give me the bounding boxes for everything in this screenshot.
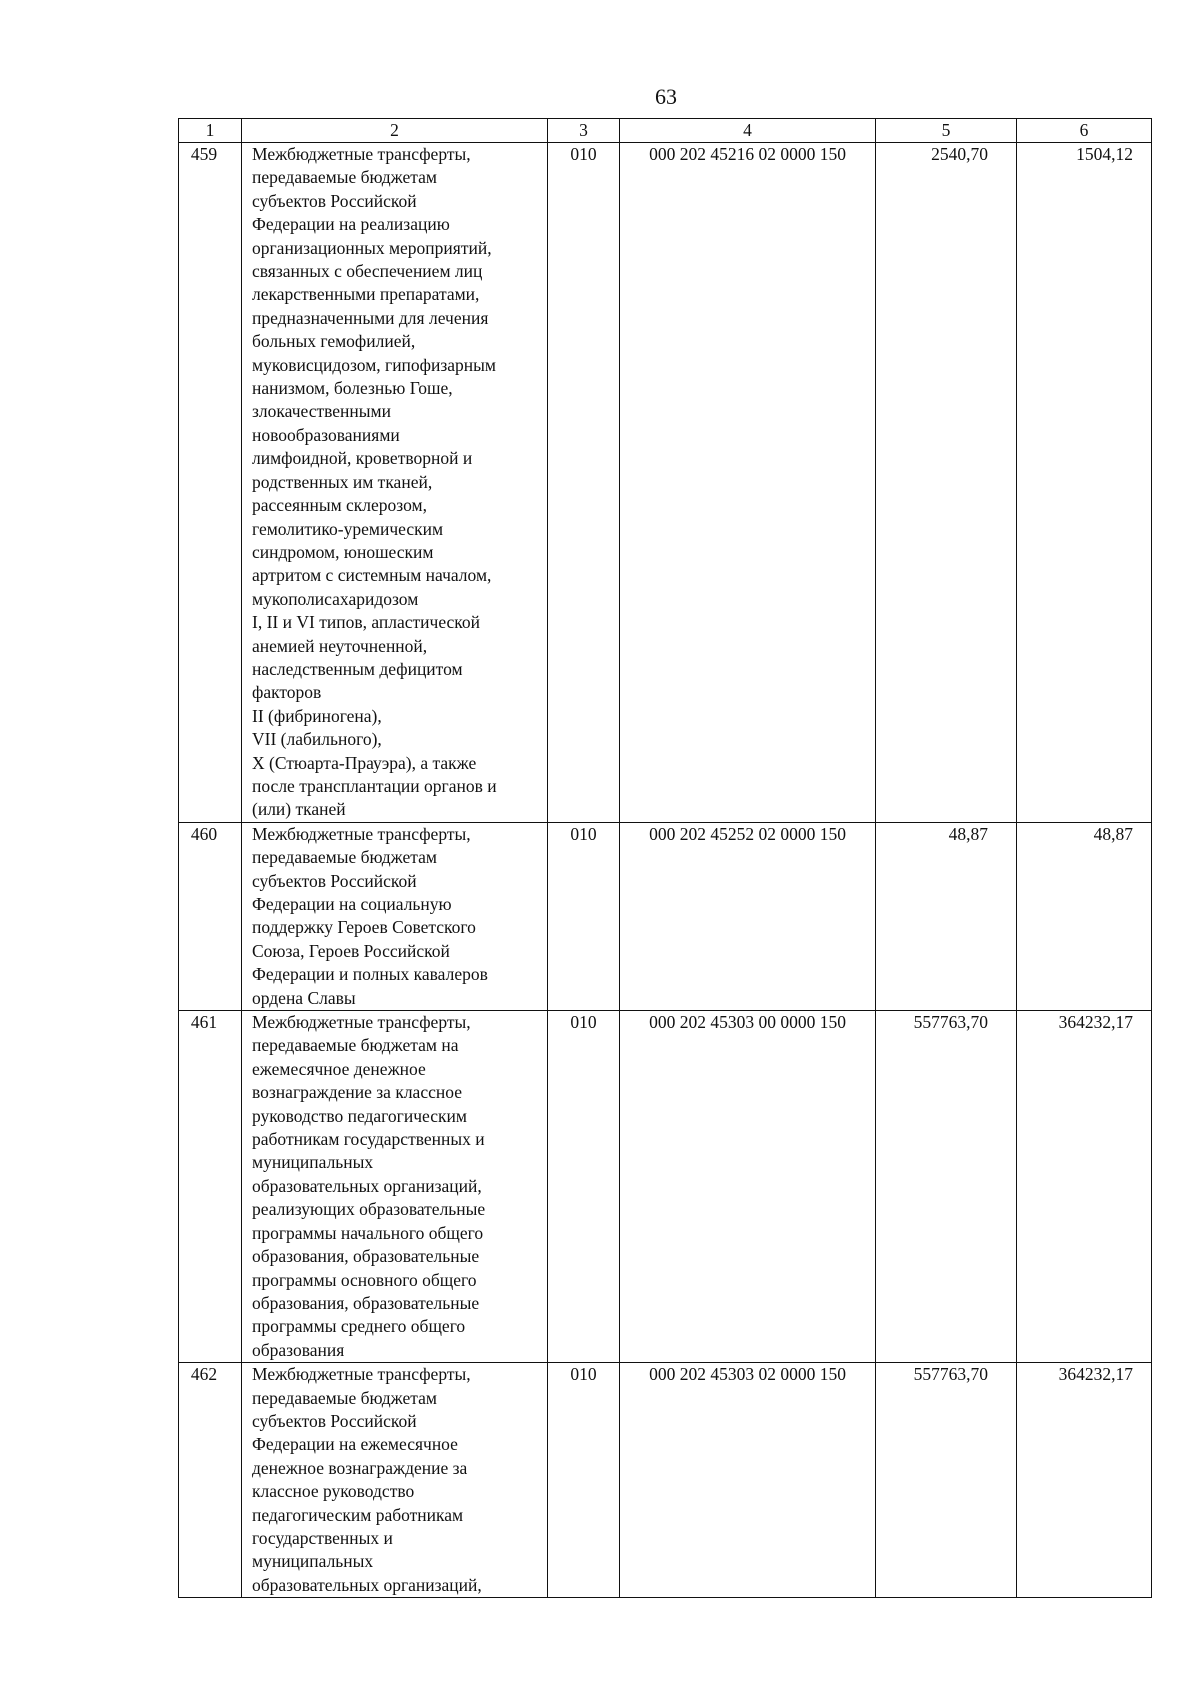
description-line: муниципальных [252, 1152, 374, 1173]
row-description [242, 1011, 548, 1363]
header-col-5: 5 [876, 119, 1017, 143]
description-line: после трансплантации органов и [252, 775, 497, 796]
row-budget-code: 000 202 45303 00 0000 150 [620, 1011, 876, 1363]
description-line: гемолитико-уремическим [252, 518, 444, 539]
row-admin-code: 010 [548, 822, 620, 1010]
description-line: предназначенными для лечения [252, 307, 489, 328]
header-col-6: 6 [1017, 119, 1152, 143]
description-line: передаваемые бюджетам [252, 1387, 437, 1408]
description-line: злокачественными [252, 401, 391, 422]
row-value-col5: 557763,70 [876, 1011, 1017, 1363]
description-line: государственных и [252, 1527, 393, 1548]
description-line: Федерации на реализацию [252, 214, 450, 235]
header-col-1: 1 [179, 119, 242, 143]
row-value-col5: 48,87 [876, 822, 1017, 1010]
description-line: образования, образовательные [252, 1292, 480, 1313]
description-line: образования [252, 1339, 345, 1360]
description-line: субъектов Российской [252, 870, 417, 891]
description-line: Межбюджетные трансферты, [252, 823, 471, 844]
description-line: поддержку Героев Советского [252, 917, 476, 938]
row-description [242, 1363, 548, 1598]
description-line: больных гемофилией, [252, 331, 416, 352]
table-row [179, 143, 1152, 823]
row-budget-code: 000 202 45216 02 0000 150 [620, 143, 876, 823]
description-line: педагогическим работникам [252, 1504, 464, 1525]
description-line: связанных с обеспечением лиц [252, 261, 483, 282]
description-line: лимфоидной, кроветворной и [252, 448, 473, 469]
description-line: реализующих образовательные [252, 1199, 486, 1220]
description-line: муниципальных [252, 1551, 374, 1572]
description-line: II (фибриногена), [252, 705, 382, 726]
description-line: организационных мероприятий, [252, 237, 492, 258]
header-col-2: 2 [242, 119, 548, 143]
row-number: 460 [179, 822, 242, 1010]
description-line: Федерации на ежемесячное [252, 1434, 458, 1455]
description-line: X (Стюарта-Прауэра), а также [252, 752, 477, 773]
description-line: VII (лабильного), [252, 729, 382, 750]
budget-table [178, 118, 1152, 1598]
row-description [242, 822, 548, 1010]
description-line: рассеянным склерозом, [252, 495, 427, 516]
row-number: 459 [179, 143, 242, 823]
description-line: программы основного общего [252, 1269, 477, 1290]
row-value-col6: 1504,12 [1017, 143, 1152, 823]
description-line: ордена Славы [252, 987, 356, 1008]
description-line: классное руководство [252, 1481, 415, 1502]
description-line: нанизмом, болезнью Гоше, [252, 378, 453, 399]
row-budget-code: 000 202 45252 02 0000 150 [620, 822, 876, 1010]
description-line: денежное вознаграждение за [252, 1457, 468, 1478]
description-line: работникам государственных и [252, 1129, 485, 1150]
description-line: образовательных организаций, [252, 1574, 482, 1595]
page-number: 63 [655, 84, 677, 109]
description-line: лекарственными препаратами, [252, 284, 480, 305]
description-line: руководство педагогическим [252, 1105, 467, 1126]
row-value-col5: 2540,70 [876, 143, 1017, 823]
header-col-4: 4 [620, 119, 876, 143]
row-number: 462 [179, 1363, 242, 1598]
row-admin-code: 010 [548, 1363, 620, 1598]
table-row [179, 1011, 1152, 1363]
description-line: наследственным дефицитом [252, 658, 463, 679]
description-line: синдромом, юношеским [252, 541, 434, 562]
description-line: Межбюджетные трансферты, [252, 1364, 471, 1385]
description-line: мукополисахаридозом [252, 588, 419, 609]
description-line: образования, образовательные [252, 1246, 480, 1267]
description-line: анемией неуточненной, [252, 635, 428, 656]
description-line: передаваемые бюджетам [252, 847, 437, 868]
description-line: Межбюджетные трансферты, [252, 1012, 471, 1033]
description-line: артритом с системным началом, [252, 565, 492, 586]
row-value-col6: 364232,17 [1017, 1363, 1152, 1598]
row-value-col6: 364232,17 [1017, 1011, 1152, 1363]
row-admin-code: 010 [548, 143, 620, 823]
description-line: вознаграждение за классное [252, 1082, 462, 1103]
description-line: образовательных организаций, [252, 1175, 482, 1196]
description-line: Федерации на социальную [252, 894, 452, 914]
description-line: новообразованиями [252, 424, 400, 445]
description-line: муковисцидозом, гипофизарным [252, 354, 497, 375]
description-line: родственных им тканей, [252, 471, 433, 492]
table-row [179, 822, 1152, 1010]
row-admin-code: 010 [548, 1011, 620, 1363]
description-line: Союза, Героев Российской [252, 940, 450, 961]
description-line: (или) тканей [252, 799, 346, 820]
header-col-3: 3 [548, 119, 620, 143]
row-description [242, 143, 548, 823]
description-line: ежемесячное денежное [252, 1058, 426, 1079]
description-line: передаваемые бюджетам [252, 167, 437, 188]
description-line: I, II и VI типов, апластической [252, 612, 481, 633]
description-line: программы среднего общего [252, 1316, 466, 1337]
description-line: передаваемые бюджетам на [252, 1035, 459, 1056]
table-row [179, 1363, 1152, 1598]
row-budget-code: 000 202 45303 02 0000 150 [620, 1363, 876, 1598]
header-row [179, 119, 1152, 143]
description-line: субъектов Российской [252, 1410, 417, 1431]
description-line: факторов [252, 682, 322, 703]
description-line: программы начального общего [252, 1222, 484, 1243]
description-line: Межбюджетные трансферты, [252, 144, 471, 164]
description-line: субъектов Российской [252, 190, 417, 211]
row-number: 461 [179, 1011, 242, 1363]
description-line: Федерации и полных кавалеров [252, 964, 488, 985]
row-value-col6: 48,87 [1017, 822, 1152, 1010]
row-value-col5: 557763,70 [876, 1363, 1017, 1598]
